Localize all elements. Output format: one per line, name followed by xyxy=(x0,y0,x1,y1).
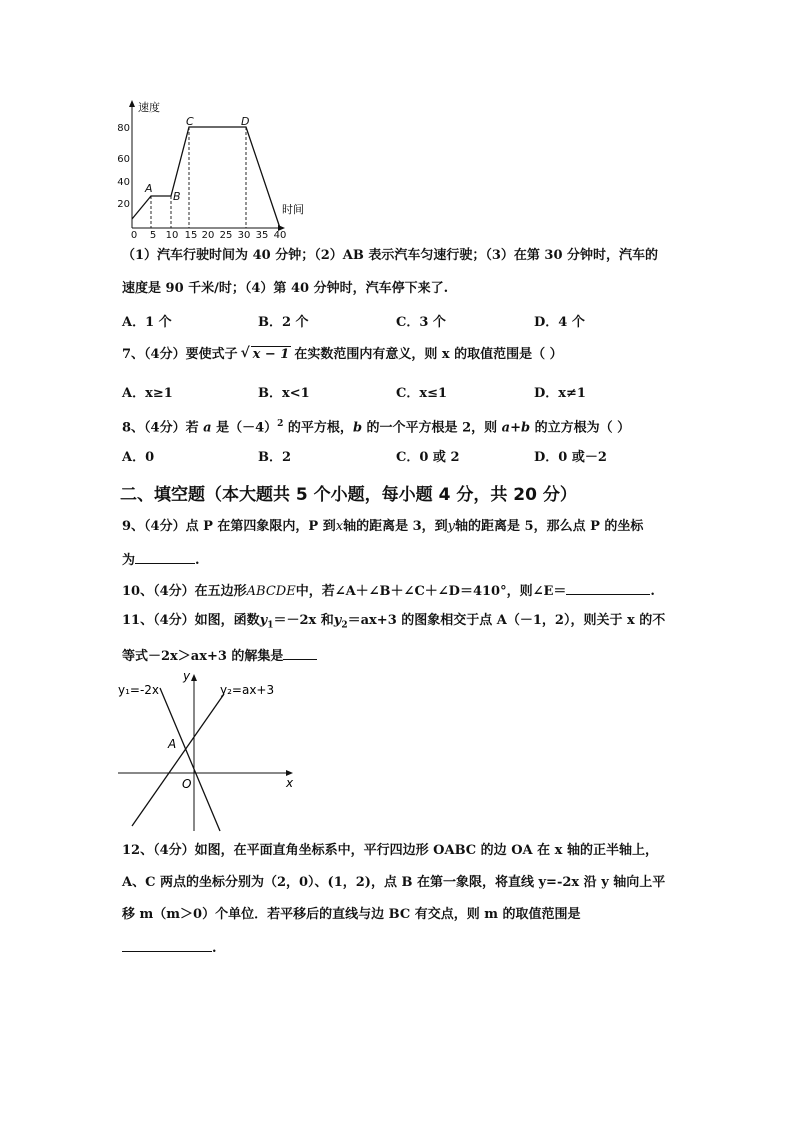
x-axis-label: 时间 xyxy=(282,203,304,216)
q11-text: 等式－2x＞ax+3 的解集是 xyxy=(122,649,284,664)
q11-question xyxy=(122,611,665,636)
q6-statement-cont: 速度是 90 千米/时；（4）第 40 分钟时，汽车停下来了. xyxy=(122,281,449,296)
y-tick-label: 80 xyxy=(117,123,130,134)
q9-question-cont: 为 . xyxy=(122,549,200,571)
x-tick-label: 0 xyxy=(130,230,138,241)
q8-option-c[interactable]: C．0 或 2 xyxy=(396,450,460,465)
linear-functions-graph xyxy=(112,666,302,836)
q10-text: 10、（4分）在五边形 xyxy=(122,584,247,599)
label-x-axis: x xyxy=(286,776,294,790)
q6-option-a[interactable]: A．1 个 xyxy=(122,315,172,330)
q9-question xyxy=(122,517,643,537)
q6-option-d[interactable]: D．4 个 xyxy=(534,315,585,330)
speed-line xyxy=(132,127,280,228)
x-tick-label: 25 xyxy=(219,230,233,241)
label-point-a: A xyxy=(168,737,177,751)
q9-text: 为 xyxy=(122,553,136,568)
q11-var: y xyxy=(333,613,342,628)
point-label-c: C xyxy=(186,115,194,128)
answer-blank[interactable] xyxy=(283,645,317,660)
q12-line-3: 移 m（m＞0）个单位．若平移后的直线与边 BC 有交点，则 m 的取值范围是 xyxy=(122,907,581,922)
y-tick-label: 40 xyxy=(117,177,130,188)
x-tick-label: 20 xyxy=(201,230,215,241)
q7-option-b[interactable]: B．x<1 xyxy=(258,386,310,401)
q9-text: 轴的距离是 5，那么点 P 的坐标 xyxy=(455,519,644,534)
q8-exponent: 2 xyxy=(277,419,284,429)
q8-option-a[interactable]: A．0 xyxy=(122,450,155,465)
q7-radicand: x − 1 xyxy=(252,347,290,362)
q7-option-d[interactable]: D．x≠1 xyxy=(534,386,586,401)
q8-var-a: a xyxy=(203,420,212,436)
x-tick-label: 10 xyxy=(165,230,179,241)
q8-var-b: b xyxy=(352,420,363,436)
q10-text: . xyxy=(650,584,655,599)
q9-text: 9、（4分）点 P 在第四象限内，P 到 xyxy=(122,519,336,534)
sqrt-expression: √ x − 1 xyxy=(240,345,290,362)
q6-option-b[interactable]: B．2 个 xyxy=(258,315,309,330)
q7-option-c[interactable]: C．x≤1 xyxy=(396,386,448,401)
q10-pentagon-name: ABCDE xyxy=(246,584,296,599)
q8-option-b[interactable]: B．2 xyxy=(258,450,292,465)
y-axis-label: 速度 xyxy=(138,101,160,114)
q12-line-1: 12、（4分）如图，在平面直角坐标系中，平行四边形 OABC 的边 OA 在 x 轴的正半轴上， xyxy=(122,843,658,858)
q12-answer xyxy=(122,937,217,959)
q11-var: y xyxy=(259,613,268,628)
point-label-a: A xyxy=(145,182,153,195)
q9-var-y: y xyxy=(447,519,456,534)
q8-text: 的平方根， xyxy=(283,420,353,436)
q8-var-ab: a+b xyxy=(501,420,531,436)
q6-statement: （1）汽车行驶时间为 40 分钟；（2）AB 表示汽车匀速行驶；（3）在第 30 分钟时，汽车的 xyxy=(122,248,659,263)
q7-prefix: 7、（4分）要使式子 xyxy=(122,347,238,362)
q10-question xyxy=(122,580,655,602)
label-y2: y₂=ax+3 xyxy=(220,683,275,697)
q11-text: 11、（4分）如图，函数 xyxy=(122,613,260,628)
q8-text: 的一个平方根是 2，则 xyxy=(362,420,502,436)
q7-option-a[interactable]: A．x≥1 xyxy=(122,386,173,401)
y-tick-label: 20 xyxy=(117,199,130,210)
q11-sub: 2 xyxy=(341,620,348,631)
q10-text: 中，若∠A＋∠B＋∠C＋∠D＝410°，则∠E＝ xyxy=(295,584,567,599)
x-tick-label: 30 xyxy=(237,230,251,241)
speed-time-graph xyxy=(110,95,320,241)
q6-option-c[interactable]: C．3 个 xyxy=(396,315,446,330)
y-tick-label: 60 xyxy=(117,154,130,165)
q7-question xyxy=(122,345,563,365)
q9-text: 轴的距离是 3，到 xyxy=(343,519,448,534)
x-tick-label: 5 xyxy=(149,230,157,241)
q7-suffix: 在实数范围内有意义，则 x 的取值范围是（ ） xyxy=(294,347,563,362)
label-y1: y₁=-2x xyxy=(118,683,160,697)
answer-blank[interactable] xyxy=(566,580,650,595)
q8-question xyxy=(122,414,630,438)
label-origin: O xyxy=(182,777,192,791)
q9-var-x: x xyxy=(335,519,344,534)
line-y1 xyxy=(160,688,220,831)
x-tick-label: 35 xyxy=(255,230,269,241)
q8-text: 是（－4） xyxy=(211,420,278,436)
answer-blank[interactable] xyxy=(122,937,212,952)
q11-text: ＝ax+3 的图象相交于点 A（－1，2），则关于 x 的不 xyxy=(347,613,666,628)
answer-blank[interactable] xyxy=(135,549,195,564)
q8-text: 的立方根为（ ） xyxy=(530,420,631,436)
point-label-d: D xyxy=(241,115,250,128)
q8-option-d[interactable]: D．0 或－2 xyxy=(534,450,607,465)
q12-text: . xyxy=(212,941,217,956)
q8-text: 8、（4分）若 xyxy=(122,420,204,436)
q12-line-2: A、C 两点的坐标分别为（2，0）、(1，2)，点 B 在第一象限，将直线 y=-2x 沿 y 轴向上平 xyxy=(122,875,666,890)
point-label-b: B xyxy=(173,190,181,203)
section-title: 二、填空题（本大题共 5 个小题，每小题 4 分，共 20 分） xyxy=(120,485,577,505)
x-tick-label: 40 xyxy=(273,230,287,241)
label-y-axis: y xyxy=(183,669,191,683)
x-tick-label: 15 xyxy=(184,230,198,241)
q11-question-cont xyxy=(122,645,317,667)
q11-text: ＝－2x 和 xyxy=(273,613,334,628)
q11-sub: 1 xyxy=(267,620,274,631)
